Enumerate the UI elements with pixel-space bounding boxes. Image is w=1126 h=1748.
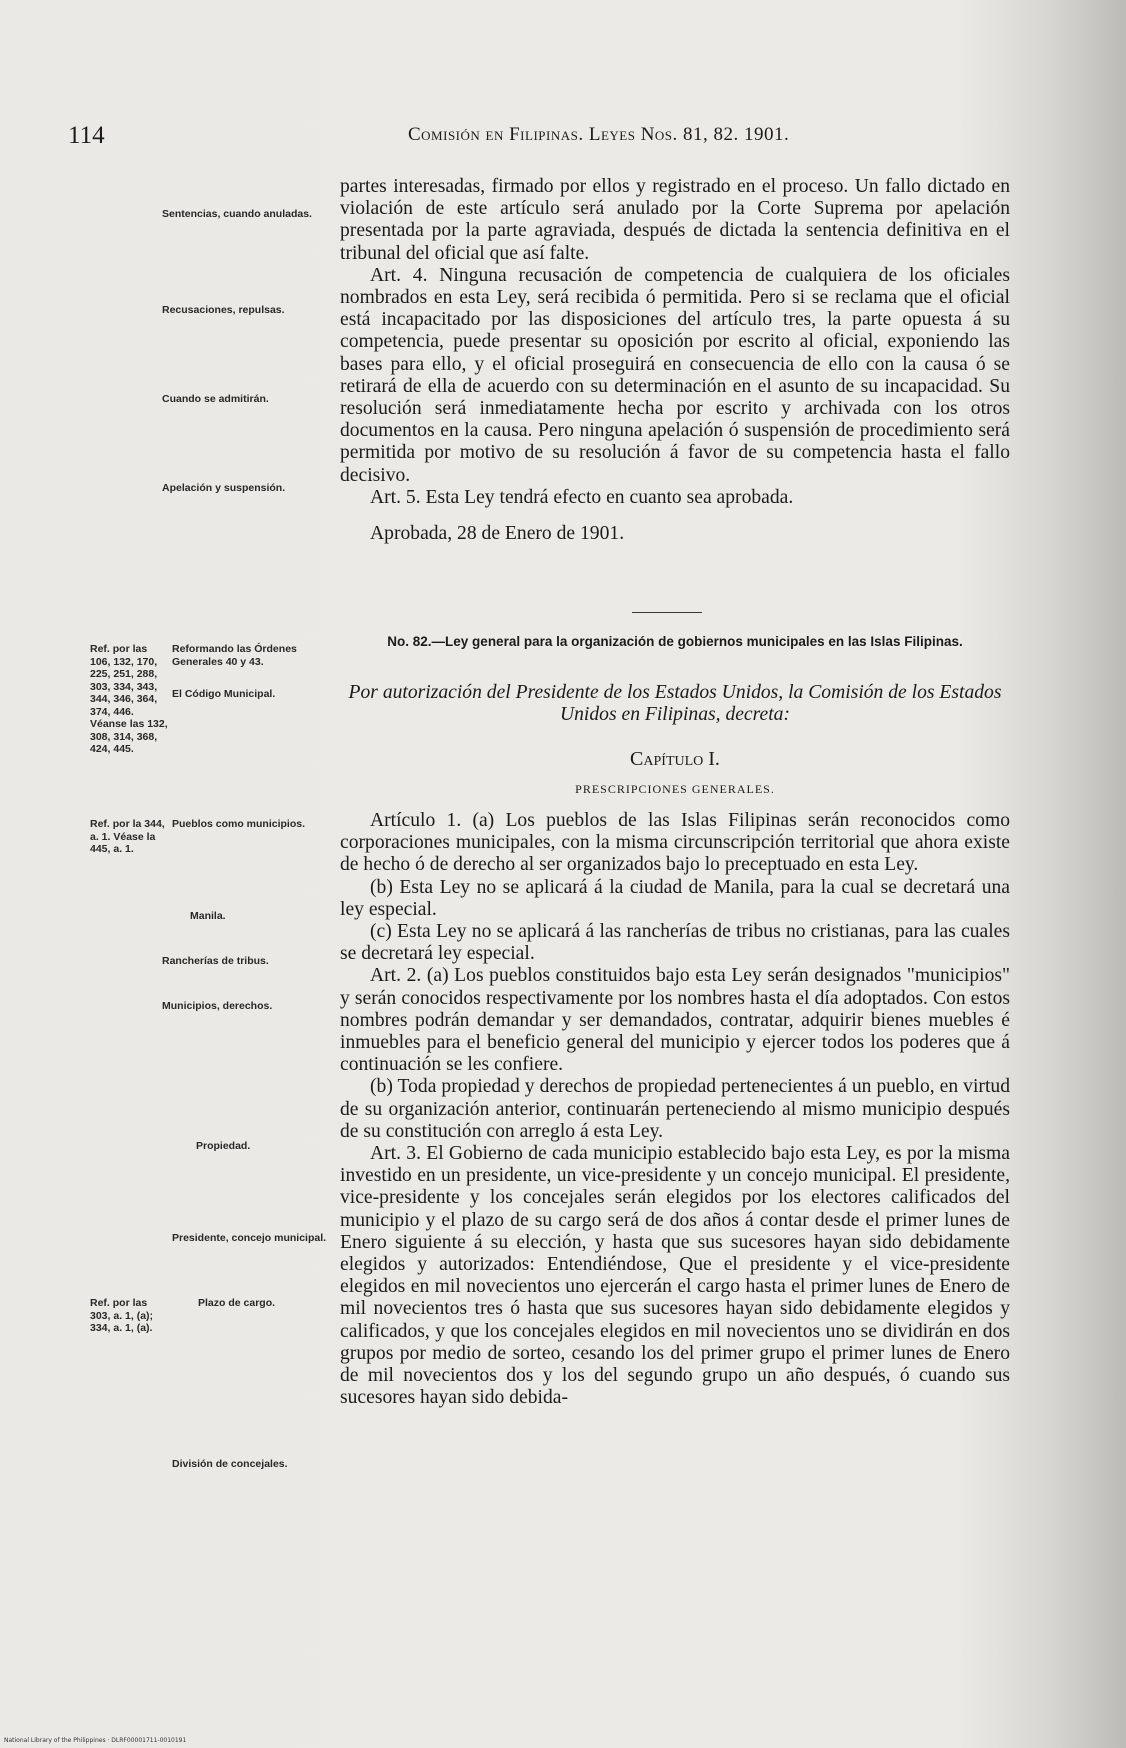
approval-date: Aprobada, 28 de Enero de 1901. — [370, 523, 625, 545]
margin-note: Recusaciones, repulsas. — [162, 304, 285, 316]
margin-note: Apelación y suspensión. — [162, 482, 286, 494]
paragraph-sentencias: partes interesadas, firmado por ellos y registrado en el proceso. Un fallo dictado en violación de este artículo será anulado por la Corte Suprema por apelación presentada por la parte agraviada, después de dictada la sentencia definitiva en el tribunal del oficial que así falte. — [340, 176, 1010, 264]
lower-body-text — [340, 810, 1010, 1409]
margin-note-references: Ref. por las 106, 132, 170, 225, 251, 288, 303, 334, 343, 344, 346, 364, 374, 446. Véanse las 132, 308, 314, 368, 424, 445. — [90, 643, 168, 755]
paragraph-art-1b: (b) Esta Ley no se aplicará á la ciudad de Manila, para la cual se decretará una ley especial. — [340, 876, 1010, 920]
margin-note: Presidente, concejo municipal. — [172, 1232, 327, 1244]
margin-note: Sentencias, cuando anuladas. — [162, 208, 312, 220]
page-header — [68, 120, 948, 150]
scan-footer: National Library of the Philippines · DLRF00001711-0010191 — [4, 1737, 187, 1744]
margin-note: Municipios, derechos. — [162, 1000, 273, 1012]
paragraph-art-1c: (c) Esta Ley no se aplicará á las rancherías de tribus no cristianas, para las cuales se decretará ley especial. — [340, 921, 1010, 965]
margin-note: División de concejales. — [172, 1458, 288, 1470]
section-heading: PRESCRIPCIONES GENERALES. — [575, 782, 775, 796]
paragraph-art-3: Art. 3. El Gobierno de cada municipio establecido bajo esta Ley, es por la misma investido en un presidente, un vice-presidente y un concejo municipal. El presidente, vice-presidente y los concejales serán elegidos por los electores calificados del municipio y el plazo de su cargo será de dos años á contar desde el primer lunes de Enero siguiente á su elección, y hasta que sus sucesores hayan sido debidamente elegidos y autorizados: Entendiéndose, Que el presidente y el vice-presidente elegidos en mil novecientos uno ejercerán el cargo hasta el primer lunes de Enero de mil novecientos tres ó hasta que sus sucesores hayan sido debidamente elegidos y calificados, y que los concejales elegidos en mil novecientos uno se dividirán en dos grupos por medio de sorteo, cesando los del primer grupo el primer lunes de Enero de mil novecientos dos y los del segundo grupo un año después, ó cuando sus sucesores hayan sido debida- — [340, 1143, 1010, 1409]
margin-note: Pueblos como municipios. — [172, 818, 306, 830]
margin-note: Propiedad. — [196, 1140, 251, 1152]
margin-note: Manila. — [190, 910, 226, 922]
paragraph-art-2b: (b) Toda propiedad y derechos de propiedad pertenecientes á un pueblo, en virtud de su organización anterior, continuarán perteneciendo al mismo municipio después de su constitución con arreglo á esta Ley. — [340, 1076, 1010, 1142]
decree-line: Por autorización del Presidente de los Estados Unidos, la Comisión de los Estados Unidos en Filipinas, decreta: — [348, 682, 1002, 725]
paragraph-art-1a: Artículo 1. (a) Los pueblos de las Islas Filipinas serán reconocidos como corporaciones municipales, con la misma circunscripción territorial que ahora existe de hecho ó de derecho al ser organizados bajo lo preceptuado en esta Ley. — [340, 810, 1010, 876]
margin-note: Cuando se admitirán. — [162, 393, 269, 405]
margin-note-references: Ref. por las 303, a. 1, (a); 334, a. 1, (a). — [90, 1297, 154, 1334]
running-head: Comisión en Filipinas. Leyes Nos. 81, 82. 1901. — [408, 124, 790, 145]
margin-note: Rancherías de tribus. — [162, 955, 269, 967]
margin-note-references: Ref. por la 344, a. 1. Véase la 445, a. 1. — [90, 818, 165, 855]
margin-note: El Código Municipal. — [172, 688, 276, 700]
paragraph-art-2a: Art. 2. (a) Los pueblos constituidos bajo esta Ley serán designados "municipios" y serán conocidos respectivamente por los nombres hasta el día adoptados. Con estos nombres podrán demandar y ser demandados, contratar, adquirir bienes muebles é inmuebles para el beneficio general del municipio y ejercer todos los poderes que á continuación se les confiere. — [340, 965, 1010, 1076]
margin-note: Plazo de cargo. — [198, 1297, 276, 1309]
law-title: No. 82.—Ley general para la organización de gobiernos municipales en las Islas Filipinas. — [387, 634, 963, 649]
margin-note: Reformando las Órdenes Generales 40 y 43. — [172, 643, 297, 668]
page-number: 114 — [68, 122, 105, 149]
paragraph-art-4: Art. 4. Ninguna recusación de competencia de cualquiera de los oficiales nombrados en esta Ley, será recibida ó permitida. Pero si se reclama que el oficial está incapacitado por las disposiciones del artículo tres, la parte opuesta á su competencia, puede presentar su oposición por escrito al oficial, exponiendo las bases para ello, y el oficial proseguirá en consecuencia de ello con la causa ó se retirará de ella de acuerdo con su determinación en el asunto de su incapacidad. Su resolución será inmediatamente hecha por escrito y archivada con los otros documentos en la causa. Pero ninguna apelación ó suspensión de procedimiento será permitida por motivo de su resolución á favor de su competencia hasta el fallo decisivo. — [340, 264, 1010, 486]
upper-body-text — [340, 176, 1010, 545]
paragraph-art-5: Art. 5. Esta Ley tendrá efecto en cuanto sea aprobada. — [370, 486, 794, 508]
section-divider — [632, 612, 702, 613]
chapter-heading: Capítulo I. — [630, 748, 720, 770]
